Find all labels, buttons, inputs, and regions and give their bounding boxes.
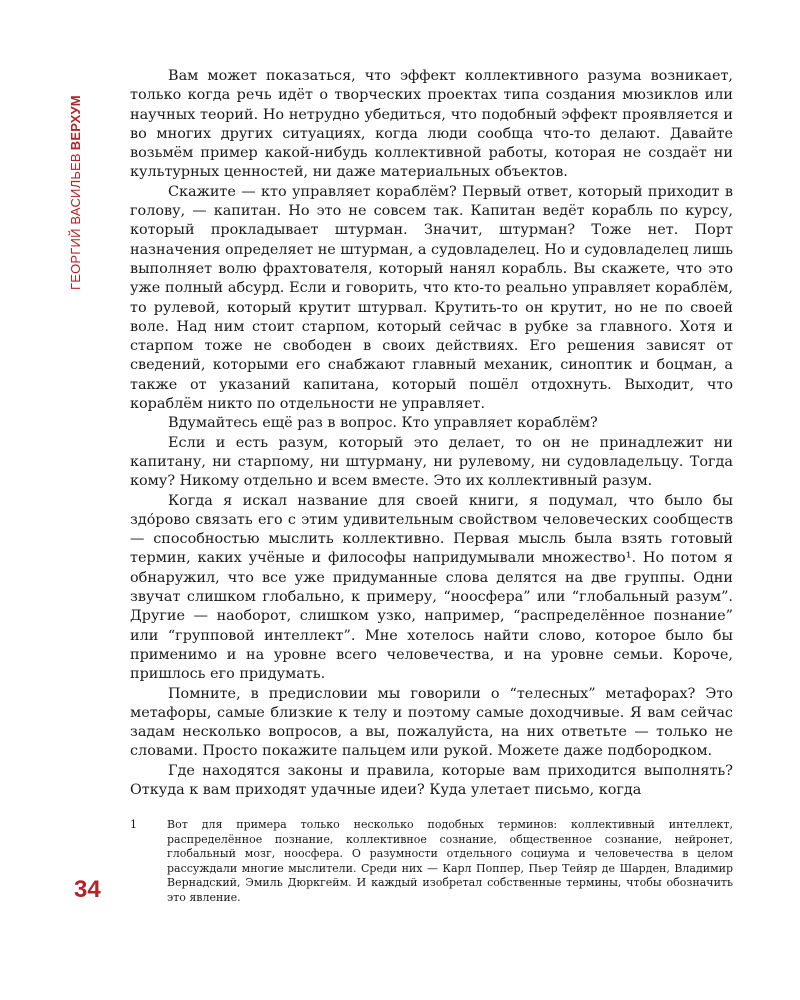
- paragraph: Вам может показаться, что эффект коллективного разума возникает, только когда речь идёт о творческих проектах типа создания мюзиклов или научных теорий. Но нетрудно убедиться, что подобный эффект проявляется и во многих других ситуациях, когда люди сообща что-то делают. Давайте возьмём пример какой-нибудь коллективной работы, которая не создаёт ни культурных ценностей, ни даже материальных объектов.: [130, 68, 733, 181]
- paragraph: Помните, в предисловии мы говорили о “телесных” метафорах? Это метафоры, самые близкие к телу и поэтому самые доходчивые. Я вам сейчас задам несколько вопросов, а вы, пожалуйста, на них ответьте — только не словами. Просто покажите пальцем или рукой. Можете даже подбородком.: [130, 685, 733, 760]
- running-head: [60, 60, 100, 660]
- paragraph: Вдумайтесь ещё раз в вопрос. Кто управляет кораблём?: [168, 415, 598, 432]
- running-head-label: [68, 95, 83, 290]
- paragraph: Где находятся законы и правила, которые вам приходится выполнять? Откуда к вам приходят удачные идеи? Куда улетает письмо, когда: [130, 762, 733, 798]
- footnote-number: 1: [130, 818, 137, 831]
- body-text: [130, 67, 733, 800]
- footnote: [130, 818, 733, 906]
- footnotes: [130, 818, 733, 906]
- running-head-book-title: ВЕРХУМ: [68, 95, 83, 151]
- paragraph: Если и есть разум, который это делает, то он не принадлежит ни капитану, ни старпому, ни штурману, ни рулевому, ни судовладельцу. Тогда кому? Никому отдельно и всем вместе. Это их коллективный разум.: [130, 434, 733, 490]
- paragraph: Скажите — кто управляет кораблём? Первый ответ, который приходит в голову, — капитан. Но это не совсем так. Капитан ведёт корабль по курсу, который прокладывает штурман. Значит, штурман? Тоже нет. Порт назначения определяет не штурман, а судовладелец. Но и судовладелец лишь выполняет волю фрахтователя, который нанял корабль. Вы скажете, что это уже полный абсурд. Если и говорить, что кто-то реально управляет кораблём, то рулевой, который крутит штурвал. Крутить-то он крутит, но не по своей воле. Над ним стоит старпом, который сейчас в рубке за главного. Хотя и старпом тоже не свободен в своих действиях. Его решения зависят от сведений, которыми его снабжают главный механик, синоптик и боцман, а также от указаний капитана, который пошёл отдохнуть. Выходит, что кораблём никто по отдельности не управляет.: [130, 183, 734, 413]
- paragraph: Когда я искал название для своей книги, я подумал, что было бы здо́рово связать его с этим удивительным свойством человеческих сообществ — способностью мыслить коллективно. Первая мысль была взять готовый термин, каких учёные и философы напридумывали множество¹. Но потом я обнаружил, что все уже придуманные слова делятся на две группы. Одни звучат слишком глобально, к примеру, “ноосфера” или “глобальный разум”. Другие — наоборот, слишком узко, например, “распределённое познание” или “групповой интеллект”. Мне хотелось найти слово, которое было бы применимо и на уровне всего человечества, и на уровне семьи. Короче, пришлось его придумать.: [130, 492, 733, 683]
- footnote-text: Вот для примера только несколько подобных терминов: коллективный интеллект, распределённое познание, коллективное сознание, общественное сознание, нейронет, глобальный мозг, ноосфера. О разумности отдельного социума и человечества в целом рассуждали многие мыслители. Среди них — Карл Поппер, Пьер Тейяр де Шарден, Владимир Вернадский, Эмиль Дюркгейм. И каждый изобретал собственные термины, чтобы обозначить это явление.: [167, 818, 733, 904]
- running-head-author: ГЕОРГИЙ ВАСИЛЬЕВ: [68, 153, 83, 290]
- page-number: 34: [74, 876, 101, 903]
